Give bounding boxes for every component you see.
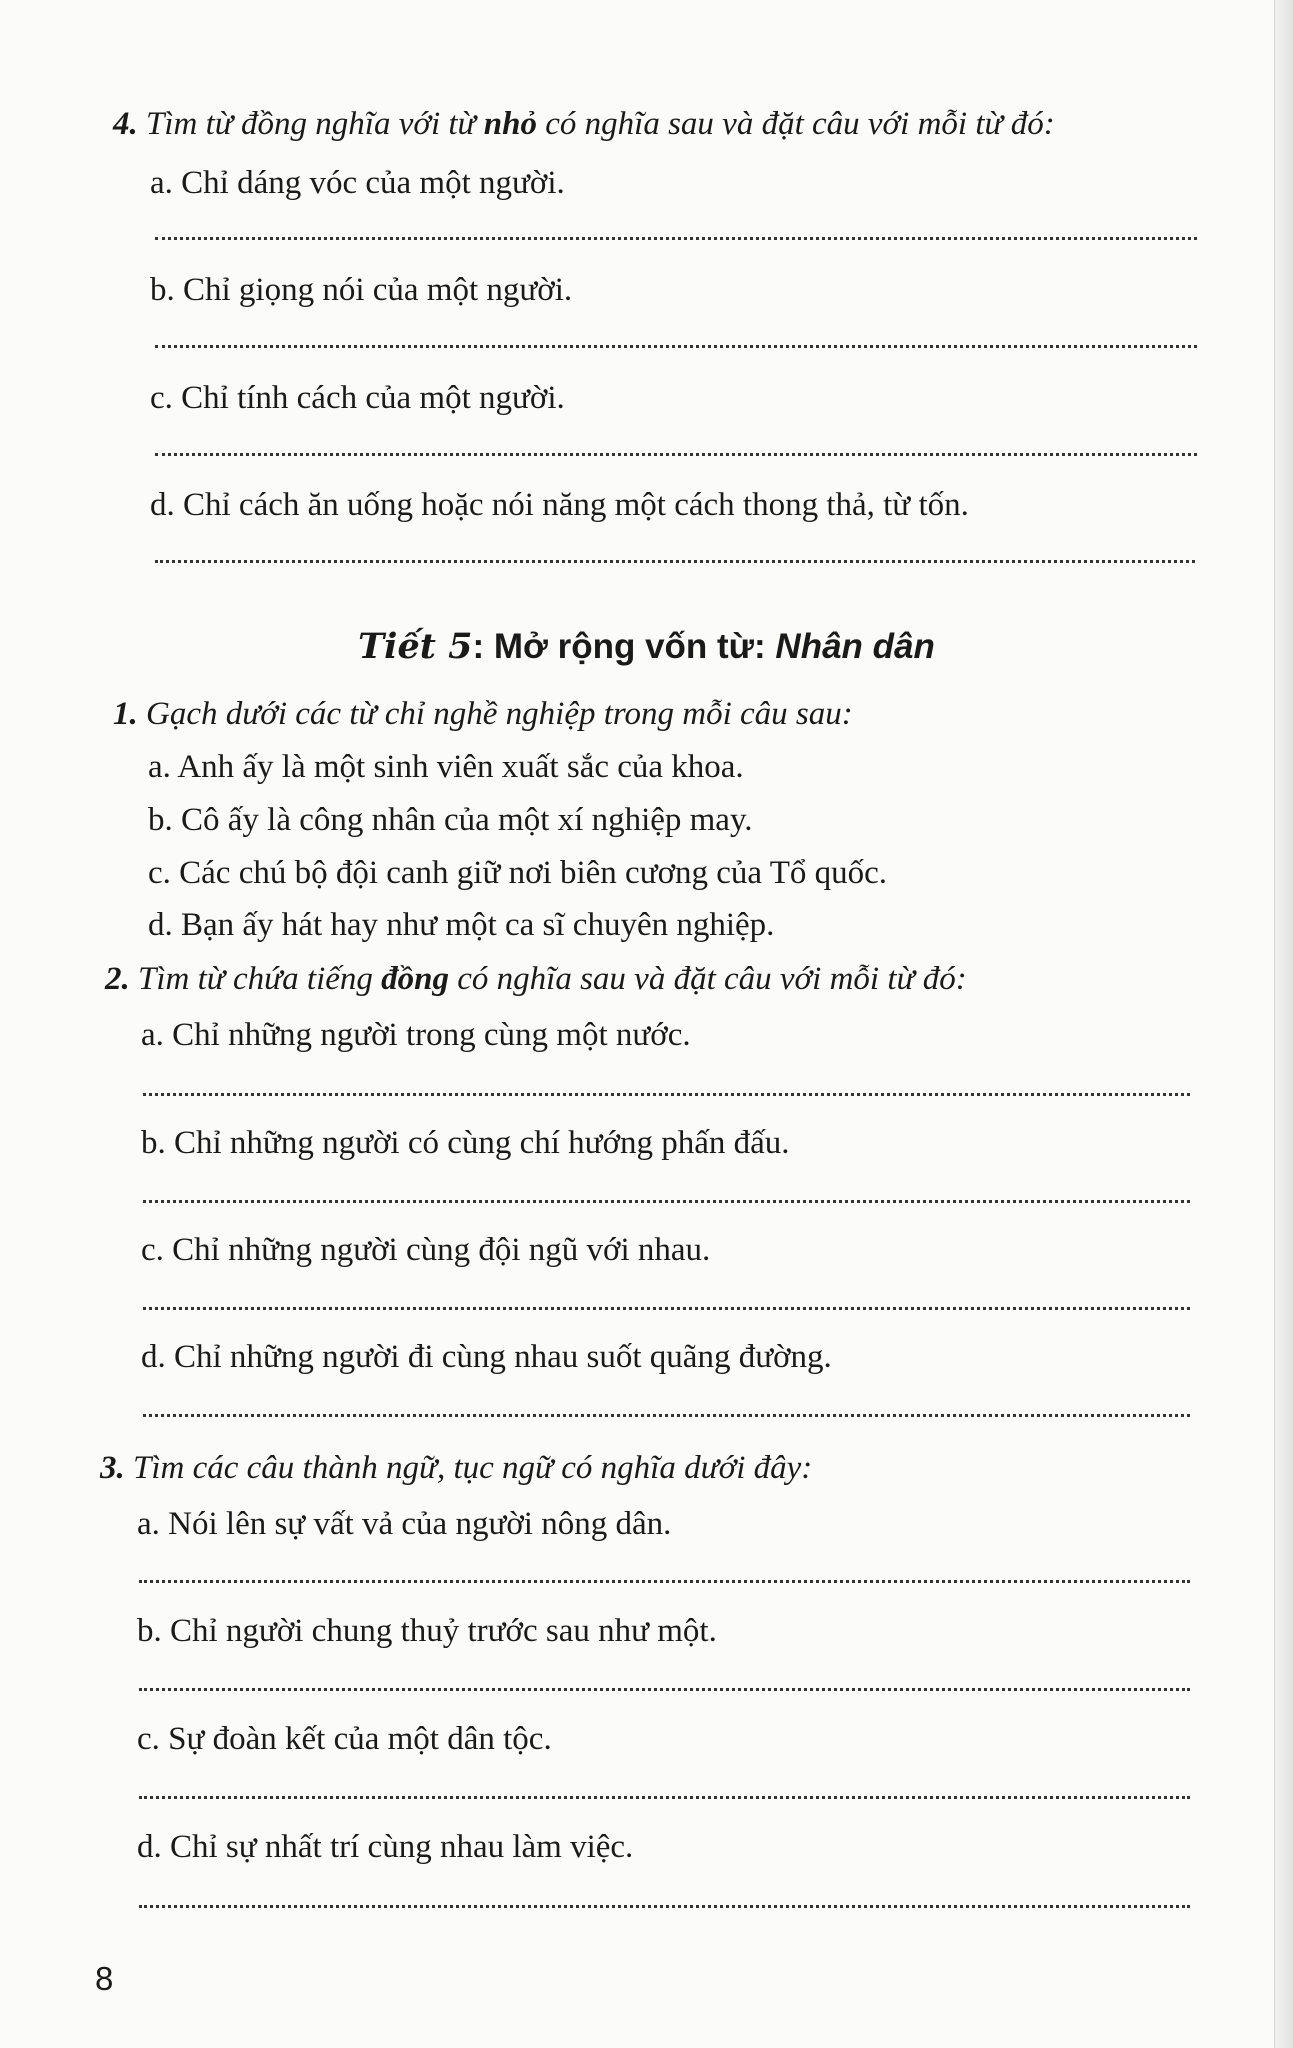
ex3-item-d: d. Chỉ sự nhất trí cùng nhau làm việc.	[137, 1829, 634, 1865]
answer-line[interactable]	[155, 345, 1197, 348]
answer-line[interactable]	[155, 237, 1197, 240]
exercise-2	[105, 961, 967, 998]
answer-line[interactable]	[143, 1200, 1190, 1203]
exercise-1	[113, 696, 853, 733]
question-text: có nghĩa sau và đặt câu với mỗi từ đó:	[457, 961, 967, 997]
ex3-item-b: b. Chỉ người chung thuỷ trước sau như một.	[137, 1613, 717, 1649]
ex1-item-d: d. Bạn ấy hát hay như một ca sĩ chuyên nghiệp.	[148, 907, 775, 943]
q4-item-a: a. Chỉ dáng vóc của một người.	[150, 165, 565, 201]
q4-item-d: d. Chỉ cách ăn uống hoặc nói năng một cách thong thả, từ tốn.	[150, 487, 969, 523]
answer-line[interactable]	[143, 1414, 1190, 1417]
ex2-item-a: a. Chỉ những người trong cùng một nước.	[141, 1017, 691, 1053]
q4-item-c: c. Chỉ tính cách của một người.	[150, 380, 565, 416]
ex1-item-c: c. Các chú bộ đội canh giữ nơi biên cương của Tổ quốc.	[148, 855, 888, 891]
ex2-item-c: c. Chỉ những người cùng đội ngũ với nhau.	[141, 1232, 711, 1268]
page-edge	[1274, 0, 1293, 2048]
question-keyword: nhỏ	[483, 106, 538, 142]
ex1-item-a: a. Anh ấy là một sinh viên xuất sắc của khoa.	[148, 749, 744, 785]
question-keyword: đồng	[381, 961, 450, 997]
exercise-3	[100, 1450, 812, 1487]
ex2-item-d: d. Chỉ những người đi cùng nhau suốt quãng đường.	[141, 1339, 832, 1375]
question-text: có nghĩa sau và đặt câu với mỗi từ đó:	[545, 106, 1055, 142]
question-text: Tìm từ đồng nghĩa với từ	[146, 106, 476, 142]
question-4	[113, 106, 1055, 143]
answer-line[interactable]	[139, 1580, 1190, 1583]
question-number: 3.	[100, 1450, 125, 1486]
ex2-item-b: b. Chỉ những người có cùng chí hướng phấn đấu.	[141, 1125, 790, 1161]
question-text: Tìm từ chứa tiếng	[138, 961, 373, 997]
question-number: 1.	[113, 696, 138, 732]
question-number: 2.	[105, 961, 130, 997]
answer-line[interactable]	[139, 1905, 1190, 1908]
section-label: Tiết 5	[358, 626, 473, 667]
section-heading: Mở rộng vốn từ:	[493, 627, 766, 666]
section-topic: Nhân dân	[775, 627, 935, 666]
ex3-item-c: c. Sự đoàn kết của một dân tộc.	[137, 1721, 552, 1757]
answer-line[interactable]	[155, 453, 1197, 456]
ex3-item-a: a. Nói lên sự vất vả của người nông dân.	[137, 1506, 672, 1542]
answer-line[interactable]	[143, 1093, 1190, 1096]
question-text: Tìm các câu thành ngữ, tục ngữ có nghĩa dưới đây:	[133, 1450, 813, 1486]
section-title: Tiết 5: Mở rộng vốn từ: Nhân dân	[358, 626, 935, 667]
answer-line[interactable]	[155, 560, 1195, 563]
question-text: Gạch dưới các từ chỉ nghề nghiệp trong mỗi câu sau:	[146, 696, 853, 732]
answer-line[interactable]	[139, 1796, 1190, 1799]
page-number: 8	[95, 1960, 114, 1997]
answer-line[interactable]	[143, 1307, 1190, 1310]
answer-line[interactable]	[139, 1688, 1190, 1691]
q4-item-b: b. Chỉ giọng nói của một người.	[150, 272, 573, 308]
ex1-item-b: b. Cô ấy là công nhân của một xí nghiệp may.	[148, 802, 753, 838]
question-number: 4.	[113, 106, 138, 142]
